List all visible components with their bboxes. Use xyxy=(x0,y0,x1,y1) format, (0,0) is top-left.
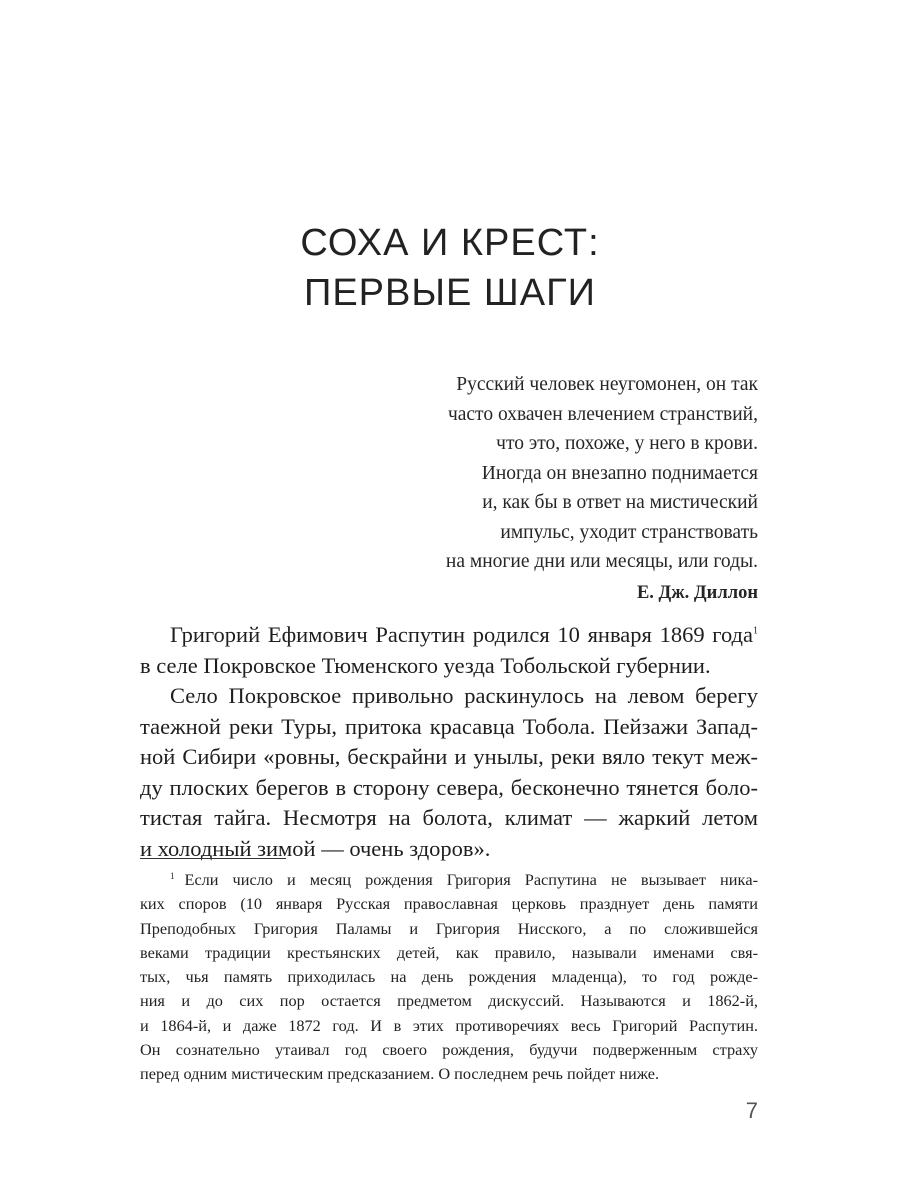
chapter-title xyxy=(140,218,760,318)
chapter-title-line-2: ПЕРВЫЕ ШАГИ xyxy=(304,272,596,314)
body-text xyxy=(140,620,758,864)
epigraph-line: импульс, уходит странствовать xyxy=(500,521,758,543)
footnote-reference[interactable]: 1 xyxy=(753,625,758,637)
epigraph-line: часто охвачен влечением странствий, xyxy=(447,403,758,425)
epigraph-line: что это, похоже, у него в крови. xyxy=(496,433,758,454)
footnote-line xyxy=(140,868,758,892)
chapter-title-line-1: СОХА И КРЕСТ: xyxy=(300,222,600,264)
paragraph-line-text: Григорий Ефимович Распутин родился 10 января 1869 года xyxy=(170,622,753,647)
epigraph-author: Е. Дж. Диллон xyxy=(636,582,758,603)
paragraph-1 xyxy=(140,620,758,681)
epigraph xyxy=(338,370,758,608)
paragraph-line: ду плоских берегов в сторону севера, бесконечно тянется боло- xyxy=(140,774,758,800)
footnote-line-text: Если число и месяц рождения Григория Распутина не вызывает никa- xyxy=(184,870,758,889)
epigraph-line: Русский человек неугомонен, он так xyxy=(456,374,758,395)
footnote-line: веками традиции крестьянских детей, как правило, называли именами свя- xyxy=(140,942,758,962)
footnote-line: тых, чья память приходилась на день рождения младенца), то год рожде- xyxy=(140,967,758,987)
footnote xyxy=(140,868,758,1087)
footnote-line: Он сознательно утаивал год своего рождения, будучи подверженным страху xyxy=(140,1040,758,1060)
footnote-line: и 1864-й, и даже 1872 год. И в этих противоречиях весь Григорий Распутин. xyxy=(140,1015,758,1035)
footnote-line: Преподобных Григория Паламы и Григория Нисского, а по сложившейся xyxy=(140,918,758,938)
paragraph-2 xyxy=(140,681,758,864)
footnote-line: ния и до сих пор остается предметом дискуссий. Называются и 1862-й, xyxy=(140,991,758,1011)
paragraph-line: тистая тайга. Несмотря на болота, климат — жаркий летом xyxy=(140,805,758,830)
epigraph-line: и, как бы в ответ на мистический xyxy=(482,492,758,513)
paragraph-line xyxy=(140,620,758,651)
page-number: 7 xyxy=(745,1098,758,1123)
paragraph-line: ной Сибири «ровны, бескрайни и унылы, реки вяло текут меж- xyxy=(140,744,758,769)
footnote-line: ких споров (10 января Русская православная церковь празднует день памяти xyxy=(140,894,758,914)
footnote-separator xyxy=(140,858,286,859)
paragraph-line: в селе Покровское Тюменского уезда Тобольской губернии. xyxy=(140,652,711,678)
footnote-line: перед одним мистическим предсказанием. О последнем речь пойдет ниже. xyxy=(140,1064,660,1084)
epigraph-line: Иногда он внезапно поднимается xyxy=(481,462,758,484)
footnote-mark: 1 xyxy=(170,870,175,881)
paragraph-line: таежной реки Туры, притока красавца Тобола. Пейзажи Запад- xyxy=(140,713,758,739)
epigraph-line: на многие дни или месяцы, или годы. xyxy=(445,551,758,572)
paragraph-line: Село Покровское привольно раскинулось на левом берегу xyxy=(170,683,758,708)
paragraph-line: и холодный зимой — очень здоров». xyxy=(140,835,491,861)
